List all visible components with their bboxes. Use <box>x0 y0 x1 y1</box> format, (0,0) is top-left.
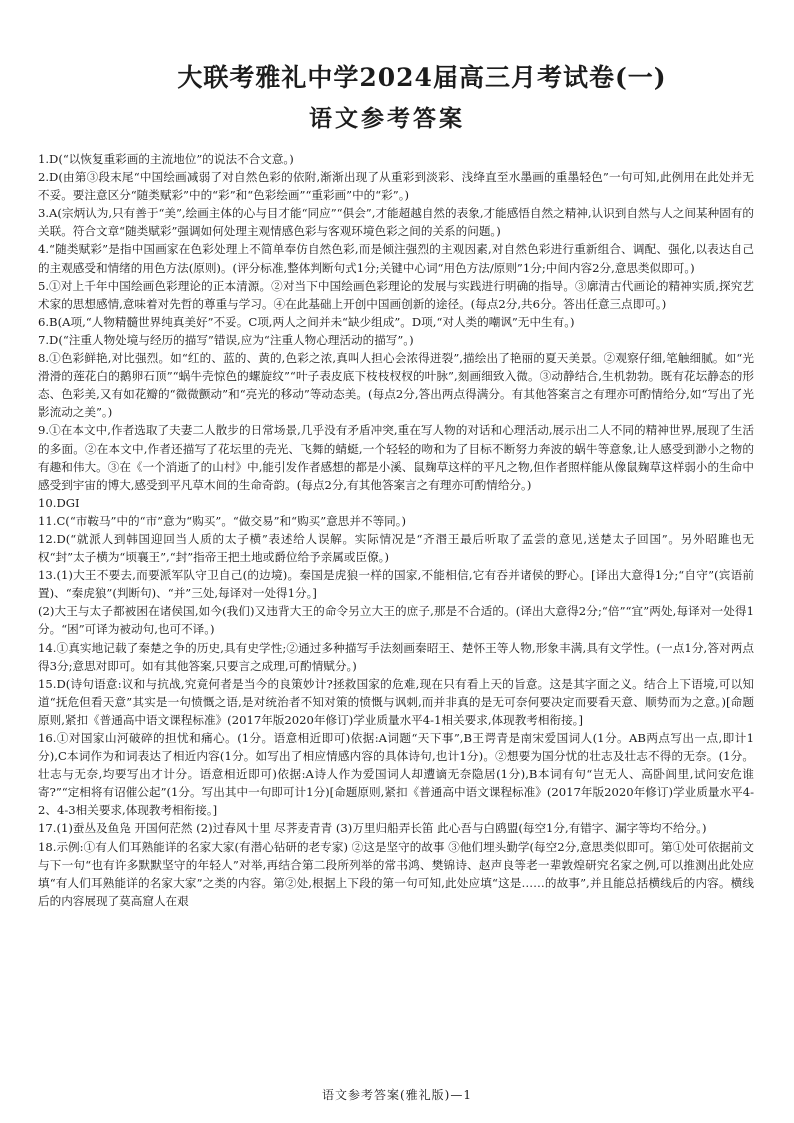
page-footer: 语文参考答案(雅礼版)—1 <box>322 1088 472 1102</box>
answer-list <box>38 150 754 910</box>
answer-item-13-1: 13.(1)大王不要去,而要派军队守卫自己(的边境)。秦国是虎狼一样的国家,不能相信,它有吞并诸侯的野心。[译出大意得1分;“自守”(宾语前置)、“秦虎狼”(判断句)、“并”三处,每译对一处得1分。] <box>38 568 754 601</box>
answer-item-13-2: (2)大王与太子都被困在诸侯国,如今(我们)又违背大王的命令另立大王的庶子,那是不合适的。(译出大意得2分;“倍”“宜”两处,每译对一处得1分。“困”可译为被动句,也可不译。) <box>38 604 754 637</box>
page-subtitle: 语文参考答案 <box>309 105 465 132</box>
answer-item-4: 4.“随类赋彩”是指中国画家在色彩处理上不简单奉仿自然色彩,而是倾注强烈的主观因素,对自然色彩进行重新组合、调配、强化,以表达自己的主观感受和情绪的用色方法(原则)。(评分标准,整体判断句式1分;关键中心词“用色方法/原则”1分;中间内容2分,意思类似即可。) <box>38 242 754 275</box>
answer-item-14: 14.①真实地记载了秦楚之争的历史,具有史学性;②通过多种描写手法刻画秦昭王、楚怀王等人物,形象丰满,具有文学性。(一点1分,答对两点得3分;意思对即可。如有其他答案,只要言之成理,可酌情赋分。) <box>38 640 754 673</box>
answer-item-12: 12.D(“就派人到韩国迎回当人质的太子横”表述给人误解。实际情况是“齐湣王最后听取了孟尝的意见,送楚太子回国”。另外昭雎也无权“封”太子横为“顷襄王”,“封”指帝王把土地或爵位给予亲属或臣僚。) <box>38 531 754 565</box>
answer-item-18: 18.示例:①有人们耳熟能详的名家大家(有潜心钻研的老专家) ②这是坚守的故事 ③他们埋头勤学(每空2分,意思类似即可。第①处可依据前文与下一句“也有许多默默坚守的年轻人”对举,再结合第二段所列举的常书鸿、樊锦诗、赵声良等老一辈敦煌研究名家之例,可以推测出此处应填“有人们耳熟能详的名家大家”之类的内容。第②处,根据上下段的第一句可知,此处应填“这是……的故事”,并且能总括横线后的内容。横线后的内容展现了莫高窟人在艰 <box>38 839 754 908</box>
answer-item-7: 7.D(“注重人物处境与经历的描写”错误,应为“注重人物心理活动的描写”。) <box>38 332 414 347</box>
answer-item-10: 10.DGI <box>38 495 80 510</box>
answer-item-8: 8.①色彩鲜艳,对比强烈。如“红的、蓝的、黄的,色彩之浓,真叫人担心会浓得迸裂”,描绘出了艳丽的夏天美景。②观察仔细,笔触细腻。如“光滑滑的莲花白的鹅卵石顶”“蜗牛壳惊色的螺旋纹”“叶子表皮底下枝枝杈杈的叶脉”,刻画细致入微。③动静结合,生机勃勃。既有花坛静态的形态、色彩美,又有如花瓣的“微微颤动”和“亮光的移动”等动态美。(每点2分,答出两点得满分。有其他答案言之有理亦可酌情给分,如“写出了光影流动之美”。) <box>38 351 754 420</box>
answer-item-11: 11.C(“市鞍马”中的“市”意为“购买”。“做交易”和“购买”意思并不等同。) <box>38 513 407 528</box>
answer-item-17: 17.(1)蚕丛及鱼凫 开国何茫然 (2)过春风十里 尽荠麦青青 (3)万里归船弄长笛 此心吾与白鸥盟(每空1分,有错字、漏字等均不给分。) <box>38 821 707 836</box>
answer-item-15: 15.D(诗句语意:议和与抗战,究竟何者是当今的良策妙计?拯救国家的危难,现在只有看上天的旨意。这是其字面之义。结合上下语境,可以知道“抚危但看天意”其实是一句愤慨之语,是对统治者不知对策的愤慨与讽刺,而并非真的是无可奈何要决定而要看天意、顺势而为之意。)[命题原则,紧扣《普通高中语文课程标准》(2017年版2020年修订)学业质量水平4-1相关要求,体现教考相衔接。] <box>38 676 754 727</box>
answer-item-16: 16.①对国家山河破碎的担忧和痛心。(1分。语意相近即可)依据:A词题“天下事”,B王谔青是南宋爱国词人(1分。AB两点写出一点,即计1分),C本词作为和词表达了相近内容(1分。如写出了相应情感内容的具体诗句,也计1分)。②想要为国分忧的壮志及壮志不得的无奈。(1分。壮志与无奈,均要写出才计分。语意相近即可)依据:A诗人作为爱国词人却遭谪无奈隐居(1分),B本词有句“岂无人、高卧闾里,试问安危谁寄?”“定相将有诏催公起”(1分。写出其中一句即可计1分)[命题原则,紧扣《普通高中语文课程标准》(2017年版2020年修订)学业质量水平4-2、4-3相关要求,体现教考相衔接。] <box>38 731 754 818</box>
answer-item-5: 5.①对上千年中国绘画色彩理论的正本清源。②对当下中国绘画色彩理论的发展与实践进行明确的指导。③廓清古代画论的精神实质,探究艺术家的思想感情,意味着对先哲的尊重与学习。④在此基础上开创中国画创新的途径。(每点2分,共6分。答出任意三点即可。) <box>38 278 754 311</box>
answer-item-6: 6.B(A项,“人物精髓世界纯真美好”不妥。C项,两人之间并未“缺少组成”。D项,“对人类的嘲讽”无中生有。) <box>38 314 575 329</box>
answer-item-1: 1.D(“以恢复重彩画的主流地位”的说法不合文意。) <box>38 152 294 166</box>
answer-item-2: 2.D(由第③段末尾“中国绘画减弱了对自然色彩的依附,渐渐出现了从重彩到淡彩、浅绛直至水墨画的重墨轻色”一句可知,此例用在此处并无不妥。要注意区分“随类赋彩”中的“彩”和“色彩绘画”“重彩画”中的“彩”。) <box>38 170 754 203</box>
page-title: 大联考雅礼中学2024届高三月考试卷(一) <box>177 63 667 92</box>
answer-item-3: 3.A(宗炳认为,只有善于“美”,绘画主体的心与目才能“同应”“俱会”,才能超越自然的表象,才能感悟自然之精神,认识到自然与人之间某种固有的关联。符合文章“随类赋彩”强调如何处理主观情感色彩与客观环境色彩之间的关系的问题。) <box>38 206 754 239</box>
answer-item-9: 9.①在本文中,作者选取了夫妻二人散步的日常场景,几乎没有矛盾冲突,重在写人物的对话和心理活动,展示出二人不同的精神世界,展现了生活的多面。②在本文中,作者还描写了花坛里的壳光、飞舞的蜻蜓,一个轻轻的吻和为了目标不断努力奔波的蜗牛等意象,让人感受到渺小之物的有趣和伟大。③在《一个消逝了的山村》中,能引发作者感想的都是小溪、鼠麹草这样的平凡之物,但作者照样能从像鼠麹草这样弱小的生命中感受到宇宙的博大,感受到平凡草木间的生命奇韵。(每点2分,有其他答案言之有理亦可酌情给分。) <box>38 423 754 492</box>
